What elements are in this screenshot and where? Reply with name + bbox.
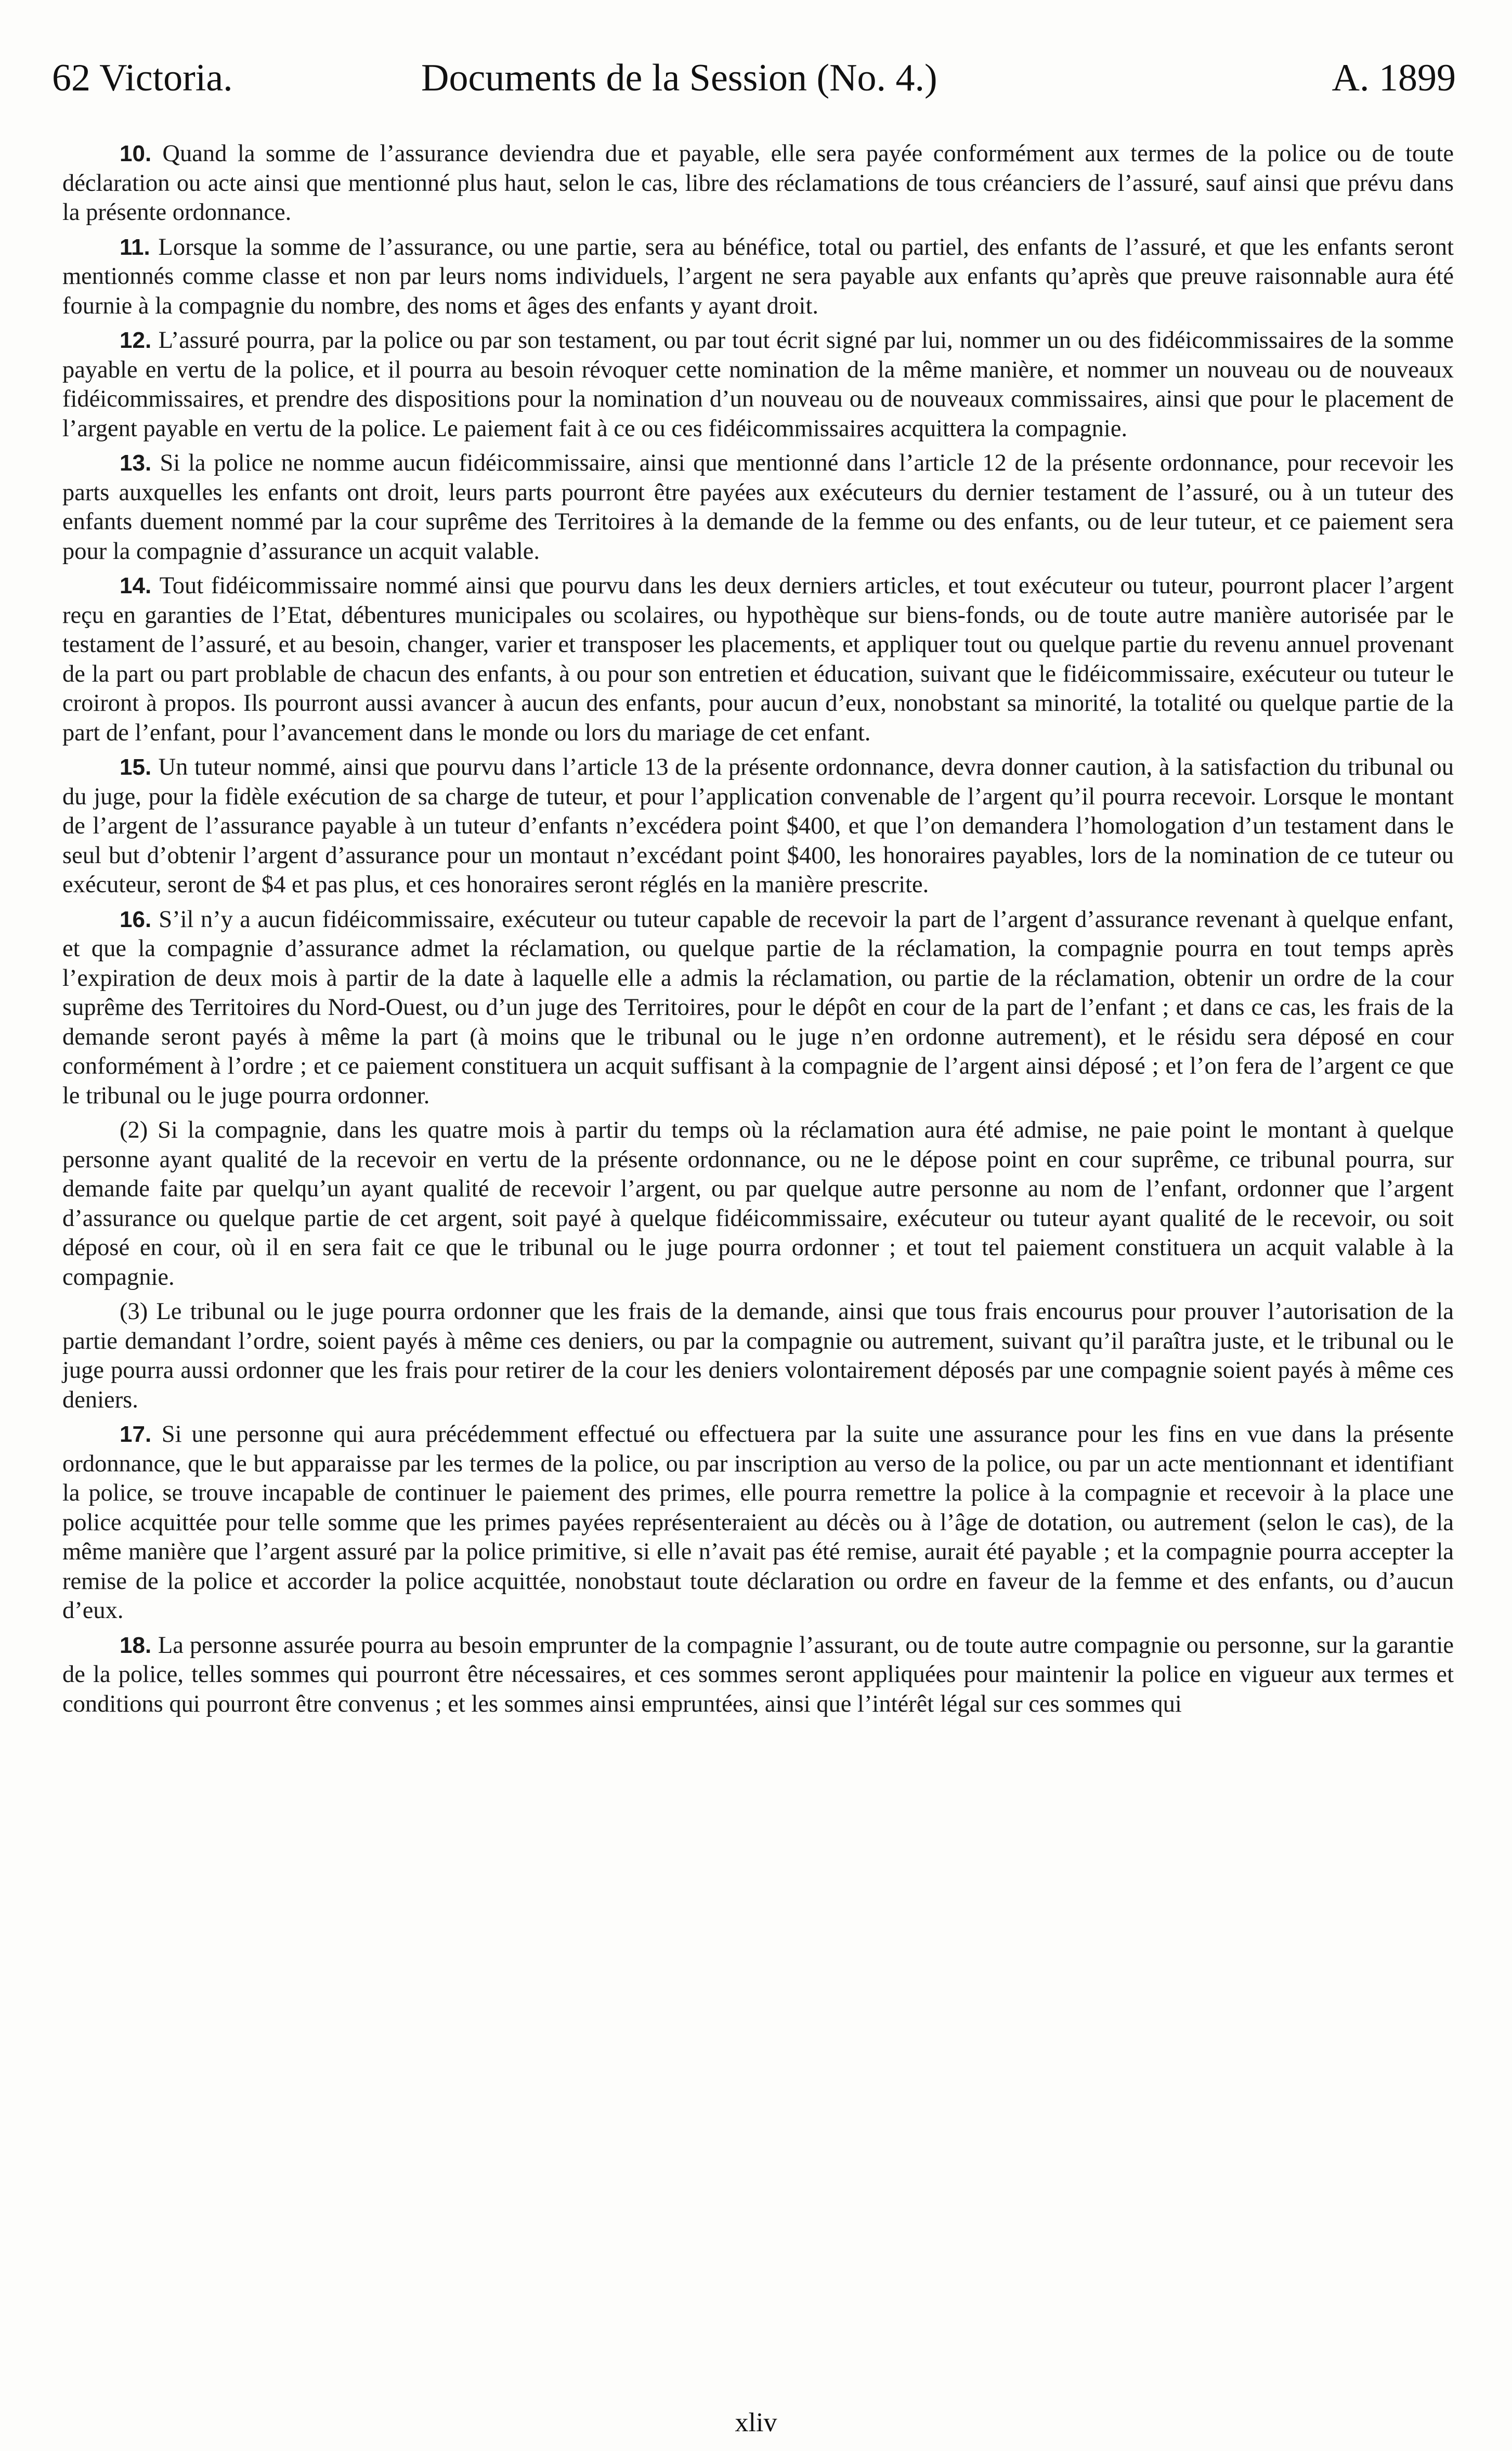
article-text: Tout fidéicommissaire nommé ainsi que pourvu dans les deux derniers articles, et tout exécuteur ou tuteur, pourront placer l’argent reçu en garanties de l’Etat, débentures municipales ou scolaires, ou hypothèque sur biens-fonds, ou de toute autre manière autorisée par le testament de l’assuré, et au besoin, changer, varier et transposer les placements, et appliquer tout ou quelque partie du revenu annuel provenant de la part ou part problable de chacun des enfants, à ou pour son entretien et éducation, suivant que le fidéicommissaire, exécuteur ou tuteur le croiront à propos. Ils pourront aussi avancer à aucun des enfants, pour aucun d’eux, nonobstant sa minorité, la totalité ou quelque partie de la part de l’enfant, pour l’avancement dans le monde ou lors du mariage de cet enfant.	[62, 572, 1454, 746]
article-text: Lorsque la somme de l’assurance, ou une partie, sera au bénéfice, total ou partiel, des enfants de l’assuré, et que les enfants seront mentionnés comme classe et non par leurs noms individuels, l’argent ne sera payable aux enfants qu’après que preuve raisonnable aura été fournie à la compagnie du nombre, des noms et âges des enfants y ayant droit.	[62, 233, 1454, 319]
article-13	[62, 449, 1454, 566]
article-text: (2) Si la compagnie, dans les quatre mois à partir du temps où la réclamation aura été admise, ne paie point le montant à quelque personne ayant qualité de la recevoir en vertu de la présente ordonnance, ou ne le dépose point en cour suprême, ce tribunal pourra, sur demande faite par quelqu’un ayant qualité de recevoir l’argent, ou par quelque autre personne au nom de l’enfant, ordonner que l’argent d’assurance ou quelque partie de cet argent, soit payé à quelque fidéicommissaire, exécuteur ou tuteur ayant qualité de le recevoir, ou soit déposé en cour, où il en sera fait ce que le tribunal ou le juge pourra ordonner ; et tout tel paiement constituera un acquit valable à la compagnie.	[62, 1117, 1454, 1290]
article-number: 16 .	[120, 907, 159, 932]
article-12	[62, 326, 1454, 444]
page-number: xliv	[735, 2408, 777, 2437]
header-year: A. 1899	[1332, 57, 1456, 99]
article-number: 10 .	[120, 141, 162, 166]
article-15	[62, 753, 1454, 900]
article-11	[62, 233, 1454, 321]
article-number: 14 .	[120, 573, 160, 598]
article-text: Si la police ne nomme aucun fidéicommissaire, ainsi que mentionné dans l’article 12 de la présente ordonnance, pour recevoir les parts auxquelles les enfants ont droit, leurs parts pourront être payées aux exécuteurs du dernier testament de l’assuré, ou à un tuteur des enfants duement nommé par la cour suprême des Territoires à la demande de la femme ou des enfants, ou de leur tuteur, et ce paiement sera pour la compagnie d’assurance un acquit valable.	[62, 450, 1454, 565]
article-18	[62, 1631, 1454, 1719]
article-number: 17 .	[120, 1422, 162, 1447]
article-text: L’assuré pourra, par la police ou par son testament, ou par tout écrit signé par lui, nommer un ou des fidéicommissaires de la somme payable en vertu de la police, et il pourra au besoin révoquer cette nomination de la même manière, et nommer un nouveau ou de nouveaux fidéicommissaires, et prendre des dispositions pour la nomination d’un nouveau ou de nouveaux commissaires, ainsi que pour le placement de l’argent payable en vertu de la police. Le paiement fait à ce ou ces fidéicommissaires acquittera la compagnie.	[62, 327, 1454, 442]
article-text: Quand la somme de l’assurance deviendra due et payable, elle sera payée conformément aux termes de la police ou de toute déclaration ou acte ainsi que mentionné plus haut, selon le cas, libre des réclamations de tous créanciers de l’assuré, sauf ainsi que prévu dans la présente ordonnance.	[62, 140, 1454, 226]
article-text: Un tuteur nommé, ainsi que pourvu dans l’article 13 de la présente ordonnance, devra donner caution, à la satisfaction du tribunal ou du juge, pour la fidèle exécution de sa charge de tuteur, et pour l’application convenable de l’argent qu’il pourra recevoir. Lorsque le montant de l’argent de l’assurance payable à un tuteur d’enfants n’excédera point $400, et que l’on demandera l’homologation d’un testament dans le seul but d’obtenir l’argent d’assurance pour un montaut n’excédant point $400, les honoraires payables, lors de la nomination de ce tuteur ou exécuteur, seront de $4 et pas plus, et ces honoraires seront réglés en la manière prescrite.	[62, 754, 1454, 898]
article-16	[62, 905, 1454, 1111]
article-number: 11 .	[120, 234, 158, 260]
article-16-subsection-3	[62, 1297, 1454, 1415]
article-10	[62, 139, 1454, 228]
header-volume: 62 Victoria.	[52, 57, 233, 99]
article-text: Si une personne qui aura précédemment effectué ou effectuera par la suite une assurance pour les fins en vue dans la présente ordonnance, que le but apparaisse par les termes de la police, ou par inscription au verso de la police, ou par un acte mentionnant et identifiant la police, se trouve incapable de continuer le paiement des primes, elle pourra remettre la police à la compagnie et recevoir à la place une police acquittée pour telle somme que les primes payées représenteraient au décès ou à l’âge de dotation, ou autrement (selon le cas), de la même manière que l’argent assuré par la police primitive, si elle n’avait pas été remise, aurait été payable ; et la compagnie pourra accepter la remise de la police et accorder la police acquittée, nonobstaut toute déclaration ou ordre en faveur de la femme et des enfants, ou d’aucun d’eux.	[62, 1421, 1454, 1624]
page-header	[52, 49, 1456, 107]
article-14	[62, 571, 1454, 748]
article-17	[62, 1420, 1454, 1626]
article-number: 12 .	[120, 328, 159, 353]
article-text: La personne assurée pourra au besoin emprunter de la compagnie l’assurant, ou de toute autre compagnie ou personne, sur la garantie de la police, telles sommes qui pourront être nécessaires, et ces sommes seront appliquées pour maintenir la police en vigueur aux termes et conditions qui pourront être convenus ; et les sommes ainsi empruntées, ainsi que l’intérêt légal sur ces sommes qui	[62, 1632, 1454, 1717]
document-body	[62, 139, 1454, 1724]
article-16-subsection-2	[62, 1116, 1454, 1292]
article-text: S’il n’y a aucun fidéicommissaire, exécuteur ou tuteur capable de recevoir la part de l’argent d’assurance revenant à quelque enfant, et que la compagnie d’assurance admet la réclamation, ou quelque partie de la réclamation, la compagnie pourra en tout temps après l’expiration de deux mois à partir de la date à laquelle elle a admis la réclamation, ou partie de la réclamation, obtenir un ordre de la cour suprême des Territoires du Nord-Ouest, ou d’un juge des Territoires, pour le dépôt en cour de la part de l’enfant ; et dans ce cas, les frais de la demande seront payés à même la part (à moins que le tribunal ou le juge n’en ordonne autrement), et le résidu sera déposé en cour conformément à l’ordre ; et ce paiement constituera un acquit suffisant à la compagnie de l’argent ainsi déposé ; et l’on fera de l’argent ce que le tribunal ou le juge pourra ordonner.	[62, 906, 1454, 1109]
article-text: (3) Le tribunal ou le juge pourra ordonner que les frais de la demande, ainsi que tous frais encourus pour prouver l’autorisation de la partie demandant l’ordre, soient payés à même ces deniers, ou par la compagnie ou autrement, suivant qu’il paraîtra juste, et le tribunal ou le juge pourra aussi ordonner que les frais pour retirer de la cour les deniers volontairement déposés par une compagnie soient payés à même ces deniers.	[62, 1298, 1454, 1413]
article-number: 13 .	[120, 450, 160, 476]
article-number: 18 .	[120, 1633, 158, 1658]
header-title: Documents de la Session (No. 4.)	[421, 57, 937, 99]
article-number: 15 .	[120, 754, 158, 780]
